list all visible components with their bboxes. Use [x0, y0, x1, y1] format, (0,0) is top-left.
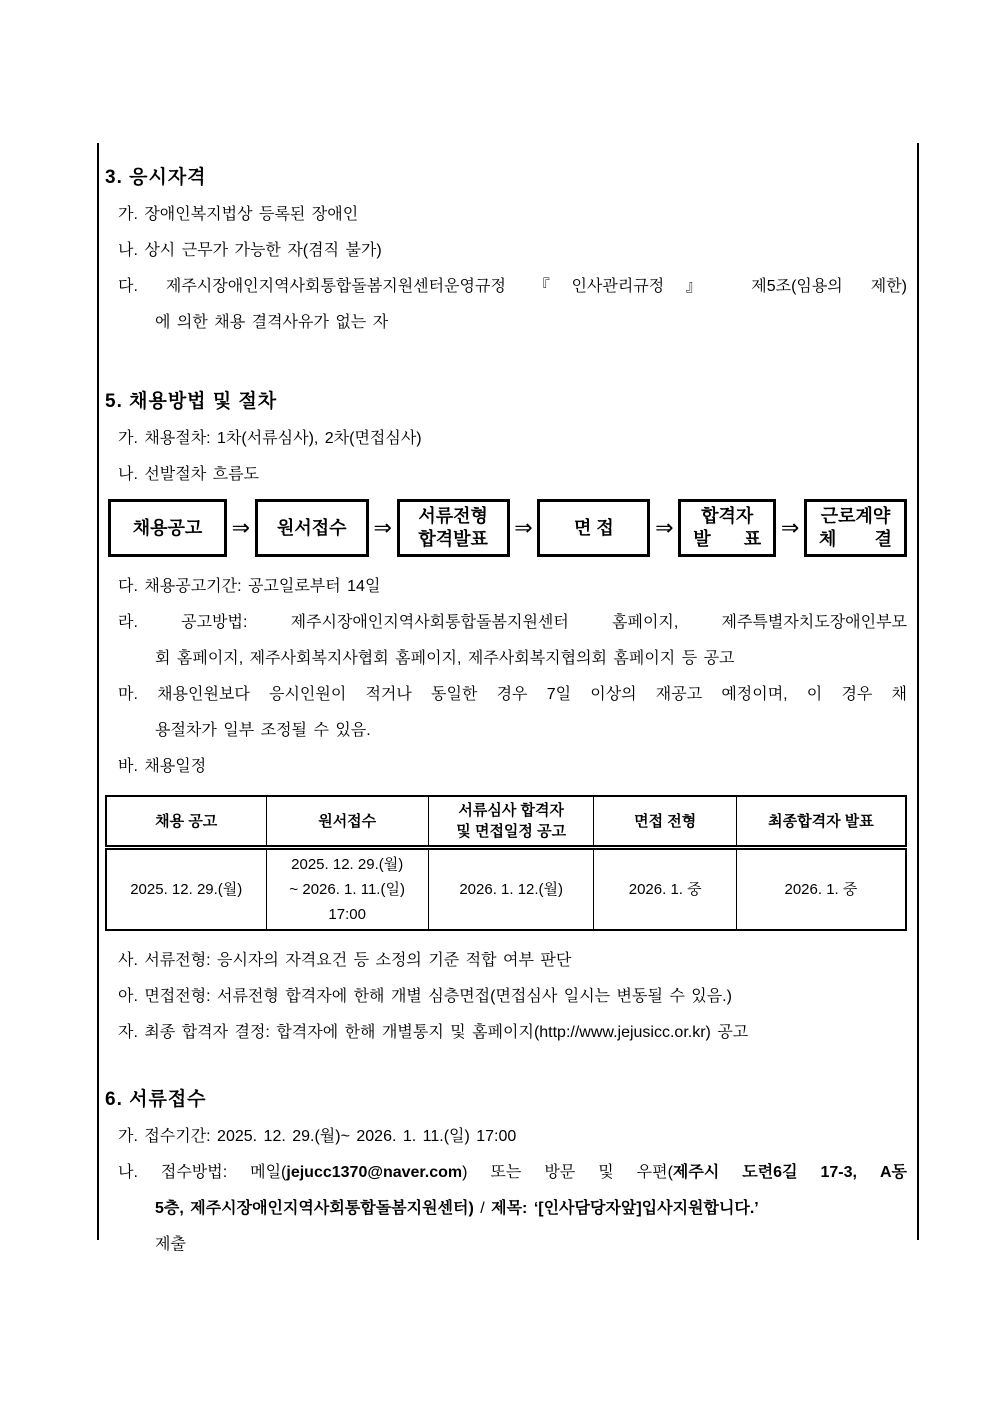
recruitment-schedule-table — [105, 795, 907, 931]
col-header-label: 원서접수 — [318, 812, 377, 830]
col-header-application — [266, 796, 428, 848]
procedure-item-ra-line2: 회 홈페이지, 제주사회복지사협회 홈페이지, 제주사회복지협의회 홈페이지 등 공고 — [155, 650, 735, 667]
procedure-item-ra-line1: 라. 공고방법: 제주시장애인지역사회통합돌봄지원센터 홈페이지, 제주특별자치도장애인부모 — [118, 614, 907, 631]
eligibility-item-na: 나. 상시 근무가 가능한 자(겸직 불가) — [118, 242, 382, 259]
section6-list — [105, 1119, 907, 1263]
flow-step-label-line2: 발 표 — [693, 529, 762, 549]
arrow-right-icon: ⇒ — [514, 515, 533, 540]
submission-item-ga: 가. 접수기간: 2025. 12. 29.(월)~ 2026. 1. 11.(일) 17:00 — [118, 1128, 517, 1145]
table-header-row — [106, 796, 906, 848]
cell-announcement-date — [106, 848, 266, 931]
procedure-item-ma-line1: 마. 채용인원보다 응시인원이 적거나 동일한 경우 7일 이상의 재공고 예정이며, 이 경우 채 — [118, 686, 907, 703]
section5-list-bottom — [105, 943, 907, 1051]
col-header-announcement — [106, 796, 266, 848]
separator-text: / — [473, 1200, 492, 1217]
content-frame — [97, 143, 919, 1253]
section3-list — [105, 197, 907, 341]
submission-item-na-line1 — [105, 1155, 907, 1191]
table-row — [106, 848, 906, 931]
flow-step-contract — [804, 499, 907, 557]
selection-process-flowchart — [108, 499, 907, 557]
cell-line: 2025. 12. 29.(월) — [130, 881, 243, 898]
submission-method-text: ) 또는 방문 및 우편( — [462, 1164, 673, 1181]
procedure-item-ga: 가. 채용절차: 1차(서류심사), 2차(면접심사) — [118, 430, 422, 447]
col-header-label: 면접 전형 — [634, 812, 697, 830]
submission-email: jejucc1370@naver.com — [286, 1164, 463, 1181]
flow-step-label-line1: 합격자 — [701, 506, 754, 526]
cell-interview-date — [594, 848, 736, 931]
flow-step-label: 채용공고 — [132, 517, 203, 538]
flow-step-announcement — [108, 499, 227, 557]
cell-application-period — [266, 848, 428, 931]
flow-step-label-line2: 합격발표 — [418, 529, 488, 549]
arrow-right-icon: ⇒ — [780, 515, 800, 540]
col-header-final-result — [736, 796, 906, 848]
submission-mail-subject: 제목: ‘[인사담당자앞]입사지원합니다.’ — [491, 1200, 759, 1217]
flow-step-label-line1: 서류전형 — [418, 506, 488, 526]
arrow-right-icon: ⇒ — [373, 515, 392, 540]
cell-screening-result-date — [428, 848, 594, 931]
section5-list-mid — [105, 569, 907, 785]
procedure-item-ma-line2: 용절차가 일부 조정될 수 있음. — [155, 722, 371, 739]
col-header-interview — [594, 796, 736, 848]
flow-step-label-line2: 체 결 — [818, 529, 892, 549]
eligibility-item-ga: 가. 장애인복지법상 등록된 장애인 — [118, 206, 359, 223]
procedure-item-ah: 아. 면접전형: 서류전형 합격자에 한해 개별 심층면접(면접심사 일시는 변동될 수 있음.) — [118, 988, 732, 1005]
arrow-right-icon: ⇒ — [655, 515, 674, 540]
procedure-item-ja: 자. 최종 합격자 결정: 합격자에 한해 개별통지 및 홈페이지(http://www.jejusicc.or.kr) 공고 — [118, 1024, 749, 1041]
cell-line: 17:00 — [328, 906, 366, 923]
flow-step-label: 면 접 — [574, 517, 614, 538]
procedure-item-sa: 사. 서류전형: 응시자의 자격요건 등 소정의 기준 적합 여부 판단 — [118, 952, 572, 969]
col-header-label-line2: 및 면접일정 공고 — [456, 823, 567, 840]
cell-line: 2026. 1. 12.(월) — [459, 881, 564, 898]
col-header-screening-result — [428, 796, 594, 848]
flow-step-application — [255, 499, 369, 557]
col-header-label: 최종합격자 발표 — [768, 812, 874, 830]
submission-address-part2: 5층, 제주시장애인지역사회통합돌봄지원센터) — [155, 1200, 474, 1217]
arrow-right-icon: ⇒ — [231, 515, 251, 540]
cell-line: ~ 2026. 1. 11.(일) — [289, 881, 405, 898]
cell-final-result-date — [736, 848, 906, 931]
section5-heading: 5. 채용방법 및 절차 — [105, 391, 278, 412]
submission-method-text: 나. 접수방법: 메일( — [118, 1164, 287, 1181]
flow-step-document-screening — [397, 499, 510, 557]
flow-step-label: 원서접수 — [277, 517, 347, 538]
col-header-label-line1: 서류심사 합격자 — [458, 802, 564, 819]
eligibility-item-da-line1: 다. 제주시장애인지역사회통합돌봄지원센터운영규정 『인사관리규정』 제5조(임용의 제한) — [118, 278, 907, 295]
flow-step-interview — [537, 499, 650, 557]
cell-line: 2025. 12. 29.(월) — [291, 856, 404, 873]
flow-step-label-line1: 근로계약 — [820, 506, 891, 526]
section6-heading: 6. 서류접수 — [105, 1089, 207, 1110]
cell-line: 2026. 1. 중 — [628, 881, 702, 898]
submission-address-part1: 제주시 도련6길 17-3, A동 — [672, 1164, 907, 1181]
section3-heading: 3. 응시자격 — [105, 167, 207, 188]
procedure-item-na: 나. 선발절차 흐름도 — [118, 466, 259, 483]
flow-step-pass-announcement — [678, 499, 776, 557]
procedure-item-da: 다. 채용공고기간: 공고일로부터 14일 — [118, 578, 381, 595]
procedure-item-ba: 바. 채용일정 — [118, 758, 207, 775]
col-header-label: 채용 공고 — [155, 812, 218, 830]
submission-item-na-line2 — [105, 1191, 907, 1227]
eligibility-item-da-line2: 에 의한 채용 결격사유가 없는 자 — [155, 314, 389, 331]
section5-list-top — [105, 421, 907, 493]
submission-item-na-line3: 제출 — [155, 1236, 186, 1253]
cell-line: 2026. 1. 중 — [784, 881, 858, 898]
